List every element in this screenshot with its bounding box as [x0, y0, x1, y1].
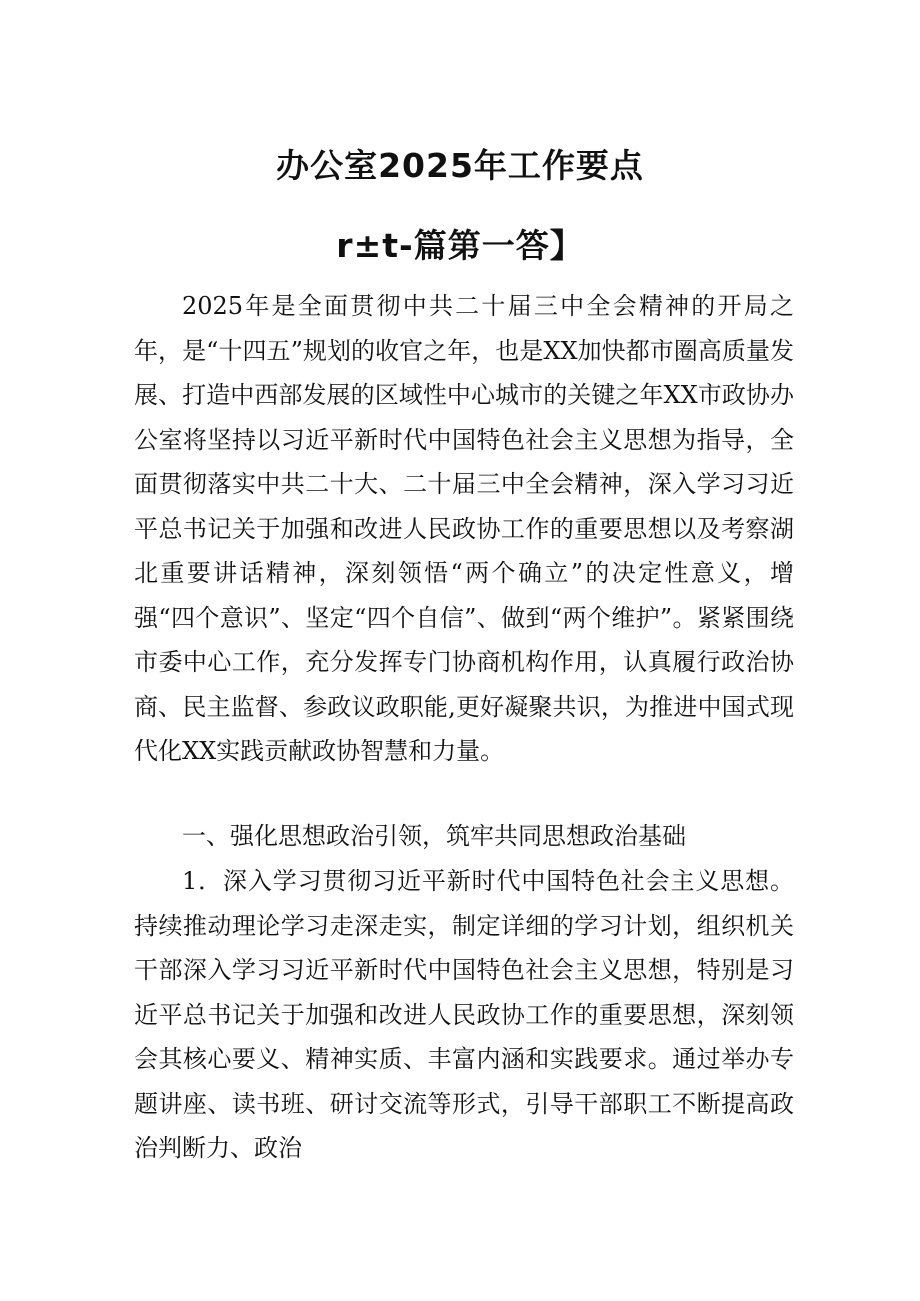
intro-paragraph: 2025年是全面贯彻中共二十届三中全会精神的开局之年，是“十四五”规划的收官之年，也是XX加快都市圈高质量发展、打造中西部发展的区域性中心城市的关键之年XX市政协办公室将坚持以习近平新时代中国特色社会主义思想为指导，全面贯彻落实中共二十大、二十届三中全会精神，深入学习习近平总书记关于加强和改进人民政协工作的重要思想以及考察湖北重要讲话精神，深刻领悟“两个确立”的决定性意义，增强“四个意识”、坚定“四个自信”、做到“两个维护”。紧紧围绕市委中心工作，充分发挥专门协商机构作用，认真履行政治协商、民主监督、参政议政职能,更好凝聚共识，为推进中国式现代化XX实践贡献政协智慧和力量。 [134, 292, 794, 765]
document-subtitle: r±t-篇第一答】 [336, 226, 584, 265]
section-heading: 一、强化思想政治引领，筑牢共同思想政治基础 [182, 822, 686, 850]
item-paragraph: 1．深入学习贯彻习近平新时代中国特色社会主义思想。持续推动理论学习走深走实，制定详细的学习计划，组织机关干部深入学习习近平新时代中国特色社会主义思想，特别是习近平总书记关于加强和改进人民政协工作的重要思想，深刻领会其核心要义、精神实质、丰富内涵和实践要求。通过举办专题讲座、读书班、研讨交流等形式，引导干部职工不断提高政治判断力、政治 [134, 867, 794, 1162]
document-title: 办公室2025年工作要点 [276, 146, 644, 185]
